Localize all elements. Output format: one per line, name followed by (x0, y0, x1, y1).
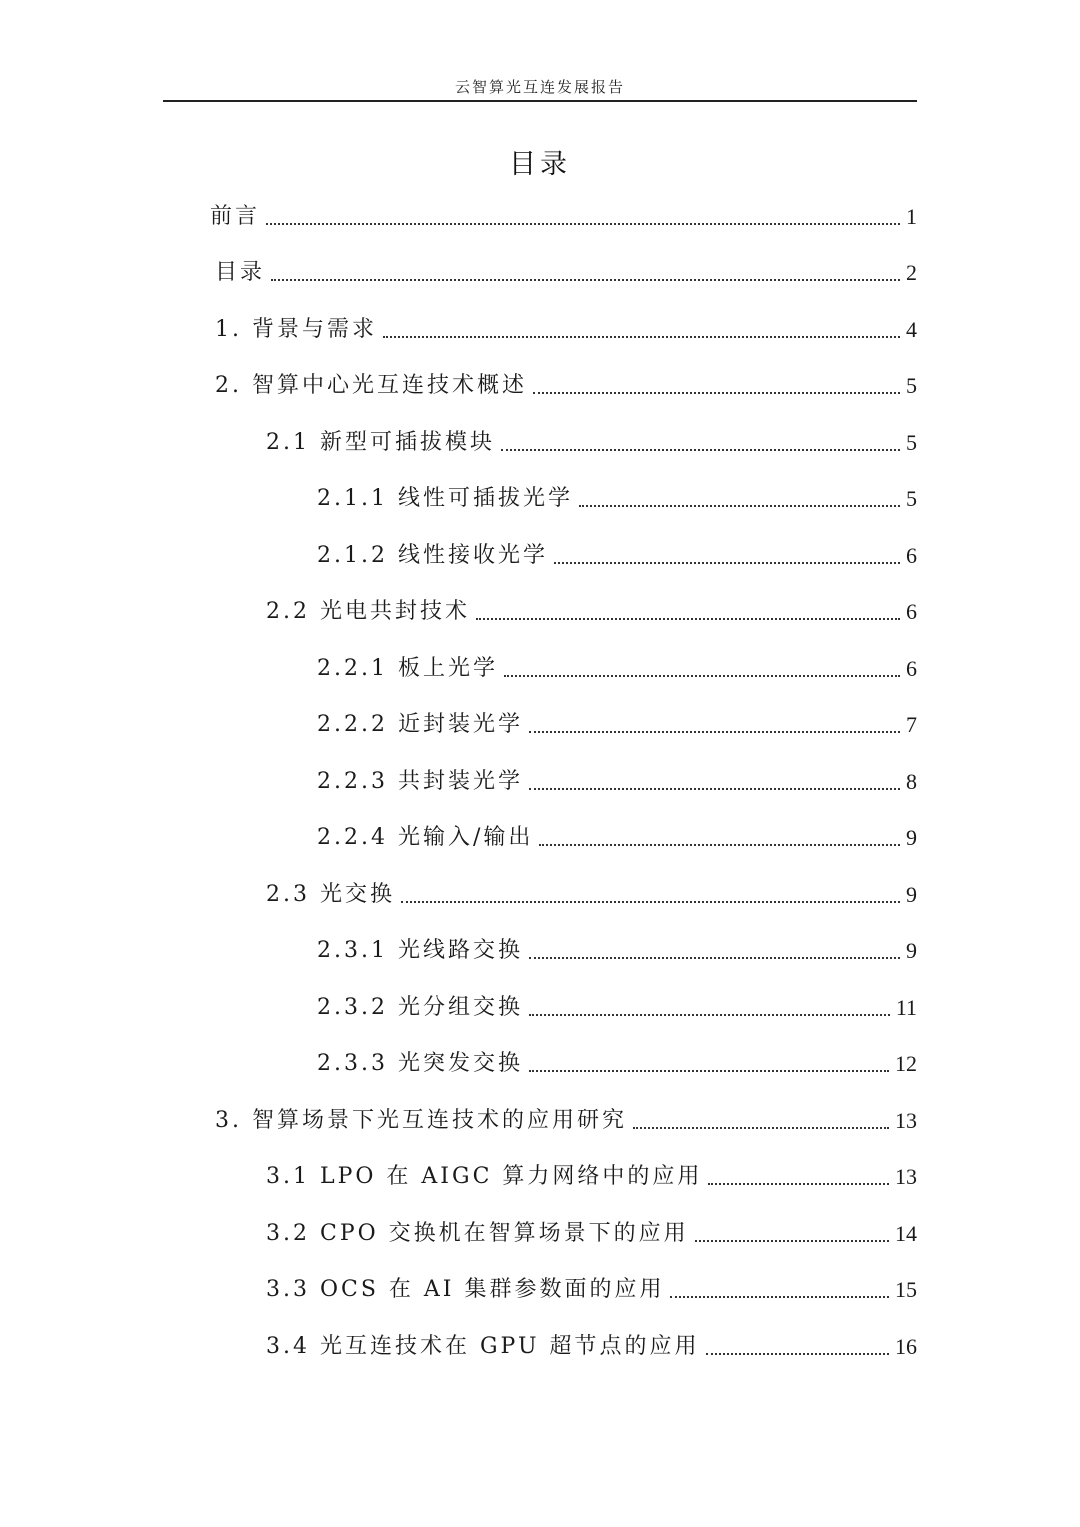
toc-dot-leader (529, 788, 900, 790)
toc-entry-label: 2.2.1 板上光学 (317, 656, 498, 681)
header-rule (163, 100, 917, 102)
toc-page-number: 5 (906, 486, 917, 511)
toc-dot-leader (695, 1240, 889, 1242)
toc-entry-section-3-4[interactable] (266, 1330, 917, 1364)
toc-entry-section-2-2-3[interactable] (317, 765, 917, 799)
toc-page-number: 5 (906, 430, 917, 455)
toc-entry-label: 2.2.4 光输入/输出 (317, 825, 534, 850)
toc-dot-leader (529, 731, 900, 733)
toc-page-number: 15 (895, 1277, 917, 1302)
toc-entry-section-2-1[interactable] (266, 426, 917, 460)
toc-entry-label: 2.3.2 光分组交换 (317, 995, 523, 1020)
toc-dot-leader (633, 1127, 889, 1129)
toc-entry-contents[interactable] (215, 256, 917, 290)
toc-dot-leader (271, 279, 900, 281)
toc-page-number: 9 (906, 938, 917, 963)
toc-page-number: 6 (906, 599, 917, 624)
toc-dot-leader (383, 336, 900, 338)
toc-entry-chapter-1[interactable] (215, 313, 917, 347)
toc-entry-label: 3.2 CPO 交换机在智算场景下的应用 (266, 1221, 689, 1246)
toc-entry-label: 3.4 光互连技术在 GPU 超节点的应用 (266, 1334, 700, 1359)
toc-dot-leader (579, 505, 900, 507)
toc-page-number: 7 (906, 712, 917, 737)
toc-entry-label: 3.1 LPO 在 AIGC 算力网络中的应用 (266, 1164, 703, 1189)
toc-page-number: 11 (895, 995, 917, 1020)
running-header: 云智算光互连发展报告 (454, 78, 625, 96)
toc-page-number: 1 (906, 204, 917, 229)
toc-title: 目录 (509, 149, 571, 180)
toc-entry-label: 2.2 光电共封技术 (266, 599, 470, 624)
toc-entry-section-2-3-3[interactable] (317, 1047, 917, 1081)
toc-entry-preface[interactable] (210, 200, 917, 234)
toc-entry-label: 2.2.3 共封装光学 (317, 769, 523, 794)
toc-entry-label: 前言 (210, 204, 261, 229)
toc-entry-label: 3.3 OCS 在 AI 集群参数面的应用 (266, 1277, 665, 1302)
toc-dot-leader (529, 957, 900, 959)
toc-page-number: 6 (906, 656, 917, 681)
toc-entry-label: 2.2.2 近封装光学 (317, 712, 523, 737)
toc-entry-section-3-1[interactable] (266, 1160, 917, 1194)
toc-entry-label: 2.3.1 光线路交换 (317, 938, 523, 963)
toc-dot-leader (401, 901, 900, 903)
toc-page-number: 4 (906, 317, 917, 342)
toc-entry-section-2-2-2[interactable] (317, 708, 917, 742)
toc-dot-leader (533, 392, 900, 394)
toc-dot-leader (529, 1070, 889, 1072)
toc-page-number: 13 (895, 1108, 917, 1133)
toc-entry-section-3-3[interactable] (266, 1273, 917, 1307)
toc-page-number: 9 (906, 882, 917, 907)
toc-entry-chapter-2[interactable] (215, 369, 917, 403)
toc-page-number: 16 (895, 1334, 917, 1359)
toc-entry-chapter-3[interactable] (215, 1104, 917, 1138)
toc-entry-label: 2.3.3 光突发交换 (317, 1051, 523, 1076)
toc-page-number: 2 (906, 260, 917, 285)
toc-dot-leader (266, 223, 900, 225)
toc-entry-section-2-2[interactable] (266, 595, 917, 629)
toc-entry-section-2-1-2[interactable] (317, 539, 917, 573)
toc-page-number: 9 (906, 825, 917, 850)
toc-entry-label: 2.1.1 线性可插拔光学 (317, 486, 573, 511)
toc-entry-section-2-2-1[interactable] (317, 652, 917, 686)
toc-page-number: 5 (906, 373, 917, 398)
toc-page-number: 13 (895, 1164, 917, 1189)
toc-entry-section-2-3-1[interactable] (317, 934, 917, 968)
toc-dot-leader (554, 562, 900, 564)
toc-entry-section-2-3-2[interactable] (317, 991, 917, 1025)
toc-entry-label: 2. 智算中心光互连技术概述 (215, 373, 527, 398)
toc-dot-leader (529, 1014, 890, 1016)
toc-entry-section-2-2-4[interactable] (317, 821, 917, 855)
toc-entry-label: 2.3 光交换 (266, 882, 395, 907)
toc-entry-section-2-1-1[interactable] (317, 482, 917, 516)
toc-dot-leader (706, 1353, 890, 1355)
toc-entry-label: 1. 背景与需求 (215, 317, 377, 342)
toc-page-number: 6 (906, 543, 917, 568)
toc-entry-label: 目录 (215, 260, 266, 285)
toc-dot-leader (501, 449, 900, 451)
toc-page-number: 12 (895, 1051, 917, 1076)
toc-entry-section-3-2[interactable] (266, 1217, 917, 1251)
toc-dot-leader (539, 844, 900, 846)
toc-dot-leader (708, 1183, 889, 1185)
toc-entry-label: 3. 智算场景下光互连技术的应用研究 (215, 1108, 627, 1133)
toc-dot-leader (476, 618, 900, 620)
toc-entry-label: 2.1 新型可插拔模块 (266, 430, 495, 455)
toc-page-number: 8 (906, 769, 917, 794)
toc-dot-leader (504, 675, 900, 677)
toc-page-number: 14 (895, 1221, 917, 1246)
toc-dot-leader (670, 1296, 889, 1298)
toc-entry-section-2-3[interactable] (266, 878, 917, 912)
toc-entry-label: 2.1.2 线性接收光学 (317, 543, 548, 568)
